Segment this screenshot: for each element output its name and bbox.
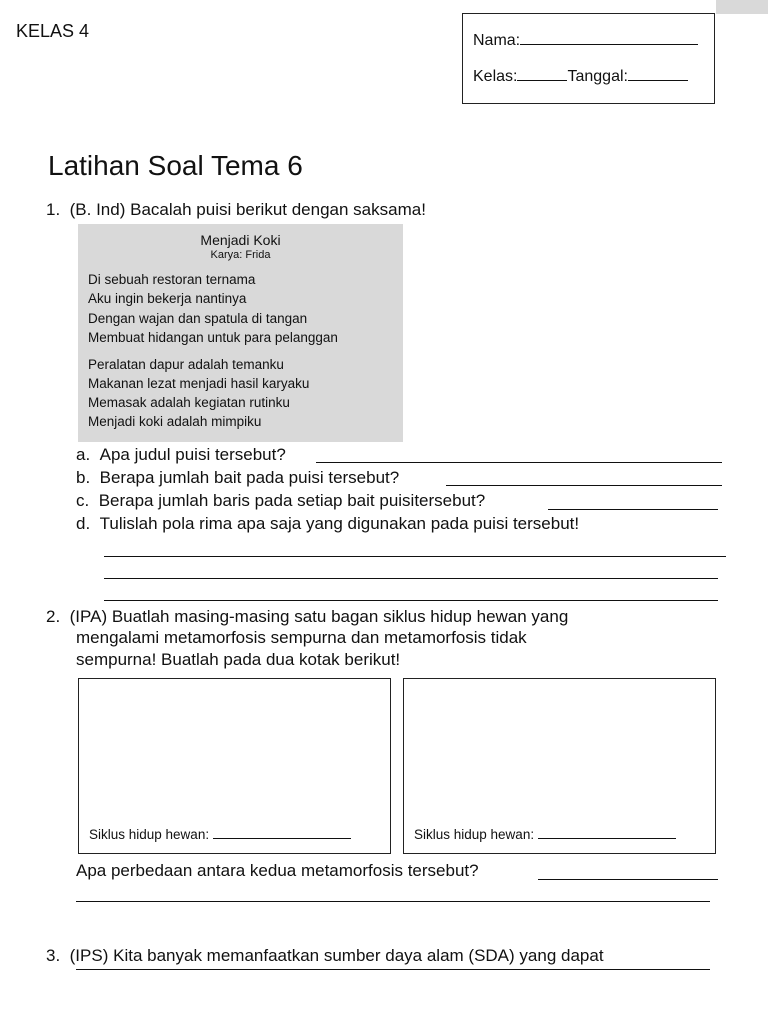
question-2-line-1: Buatlah masing-masing satu bagan siklus hidup hewan yang xyxy=(111,607,569,626)
question-1d xyxy=(76,514,579,534)
answer-line-1b[interactable] xyxy=(446,485,722,486)
question-1b xyxy=(76,468,399,488)
question-1d-text: Tulislah pola rima apa saja yang digunakan pada puisi tersebut! xyxy=(99,514,580,533)
question-3-text: Kita banyak memanfaatkan sumber daya alam (SDA) yang dapat xyxy=(113,946,604,965)
question-1-text: Bacalah puisi berikut dengan saksama! xyxy=(130,200,426,219)
tanggal-blank[interactable] xyxy=(628,66,688,81)
question-1a-text: Apa judul puisi tersebut? xyxy=(99,445,286,464)
box-label-right xyxy=(414,827,676,842)
question-3-subject: (IPS) xyxy=(69,946,109,965)
question-1b-letter: b. xyxy=(76,468,91,487)
poem-line: Di sebuah restoran ternama xyxy=(88,272,256,287)
drawing-box-right[interactable] xyxy=(403,678,716,854)
poem-line: Makanan lezat menjadi hasil karyaku xyxy=(88,376,310,391)
poem-author: Karya: Frida xyxy=(210,249,271,261)
question-2-line-3: sempurna! Buatlah pada dua kotak berikut! xyxy=(76,650,401,669)
question-1c-letter: c. xyxy=(76,491,90,510)
tanggal-label: Tanggal: xyxy=(567,68,628,85)
answer-line-1c[interactable] xyxy=(548,509,718,510)
kelas-tanggal-field[interactable] xyxy=(473,66,688,86)
question-2-subject: (IPA) xyxy=(69,607,108,626)
answer-line-1a[interactable] xyxy=(316,462,722,463)
poem-line: Menjadi koki adalah mimpiku xyxy=(88,414,262,429)
question-1 xyxy=(46,200,426,220)
poem-line: Aku ingin bekerja nantinya xyxy=(88,291,247,306)
nama-blank[interactable] xyxy=(520,30,698,45)
poem-title: Menjadi Koki xyxy=(200,232,281,248)
question-1c-text: Berapa jumlah baris pada setiap bait puisitersebut? xyxy=(98,491,486,510)
poem-line: Membuat hidangan untuk para pelanggan xyxy=(88,330,338,345)
question-1-number: 1. xyxy=(46,200,61,219)
page-title: Latihan Soal Tema 6 xyxy=(48,150,303,181)
question-1b-text: Berapa jumlah bait pada puisi tersebut? xyxy=(99,468,400,487)
box-label-left-blank[interactable] xyxy=(213,828,351,839)
question-1c xyxy=(76,491,485,511)
kelas-blank[interactable] xyxy=(517,66,567,81)
nama-field[interactable] xyxy=(473,30,698,50)
question-2-number: 2. xyxy=(46,607,61,626)
poem-line: Memasak adalah kegiatan rutinku xyxy=(88,395,290,410)
answer-line-3[interactable] xyxy=(76,969,710,970)
question-1-subject: (B. Ind) xyxy=(69,200,126,219)
top-scrollbar-strip xyxy=(716,0,768,14)
poem-line: Peralatan dapur adalah temanku xyxy=(88,357,284,372)
question-2-line-2: mengalami metamorfosis sempurna dan metamorfosis tidak xyxy=(76,628,527,647)
box-label-right-text: Siklus hidup hewan: xyxy=(414,827,535,842)
nama-label: Nama: xyxy=(473,32,521,49)
box-label-left xyxy=(89,827,351,842)
box-label-right-blank[interactable] xyxy=(538,828,676,839)
answer-line-1d-2[interactable] xyxy=(104,578,718,579)
grade-label: KELAS 4 xyxy=(16,21,90,41)
box-label-left-text: Siklus hidup hewan: xyxy=(89,827,210,842)
question-1a-letter: a. xyxy=(76,445,91,464)
answer-line-2b[interactable] xyxy=(76,901,710,902)
question-1a xyxy=(76,445,286,465)
kelas-label: Kelas: xyxy=(473,68,518,85)
answer-line-1d-3[interactable] xyxy=(104,600,718,601)
question-3 xyxy=(46,946,604,966)
answer-line-2a[interactable] xyxy=(538,879,718,880)
identity-box xyxy=(462,13,715,104)
question-1d-letter: d. xyxy=(76,514,91,533)
poem-line: Dengan wajan dan spatula di tangan xyxy=(88,311,308,326)
question-2 xyxy=(46,607,568,627)
poem-box xyxy=(78,224,403,442)
drawing-box-left[interactable] xyxy=(78,678,391,854)
question-2-followup: Apa perbedaan antara kedua metamorfosis tersebut? xyxy=(76,861,479,880)
question-3-number: 3. xyxy=(46,946,61,965)
answer-line-1d-1[interactable] xyxy=(104,556,726,557)
